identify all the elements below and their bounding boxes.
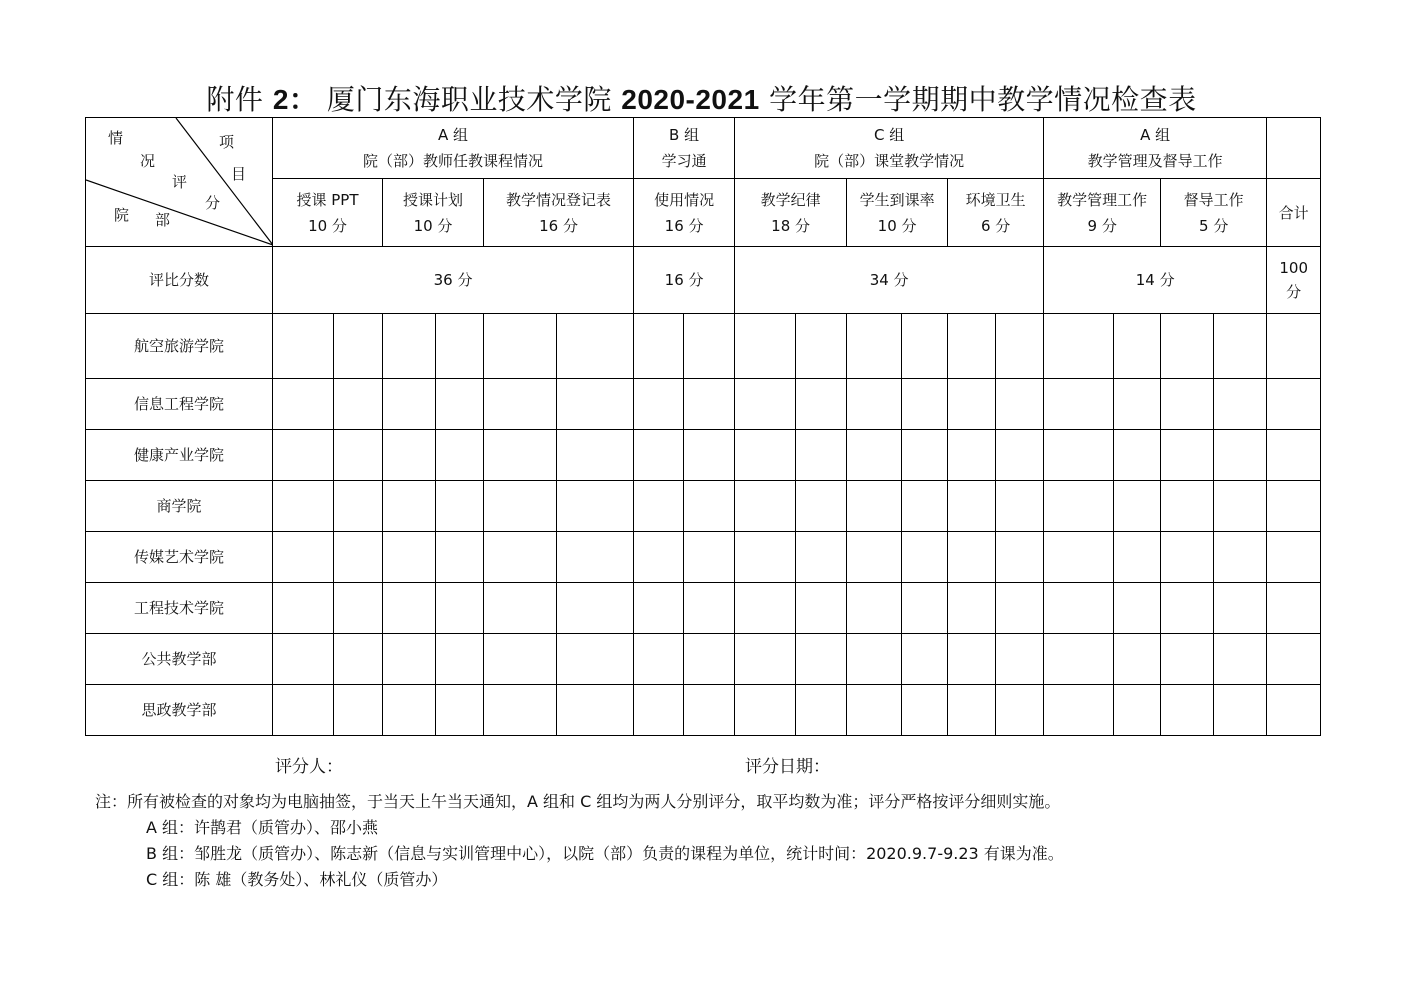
score-input-cell[interactable] (334, 583, 383, 634)
score-input-cell[interactable] (273, 430, 334, 481)
score-input-cell[interactable] (383, 481, 436, 532)
score-input-cell[interactable] (948, 379, 996, 430)
score-input-cell[interactable] (948, 685, 996, 736)
score-input-cell[interactable] (948, 481, 996, 532)
score-input-cell[interactable] (1114, 583, 1161, 634)
score-input-cell[interactable] (1044, 634, 1114, 685)
score-input-cell[interactable] (273, 379, 334, 430)
score-input-cell[interactable] (735, 379, 796, 430)
note-main: 注：所有被检查的对象均为电脑抽签，于当天上午当天通知，A 组和 C 组均为两人分别评分，取平均数为准；评分严格按评分细则实施。 (95, 792, 1061, 811)
score-input-cell[interactable] (436, 314, 484, 379)
scorer-label: 评分人： (275, 757, 343, 777)
score-input-cell[interactable] (1114, 481, 1161, 532)
department-name: 信息工程学院 (86, 379, 273, 430)
score-input-cell[interactable] (796, 430, 847, 481)
department-name: 传媒艺术学院 (86, 532, 273, 583)
score-input-cell[interactable] (557, 379, 634, 430)
score-input-cell[interactable] (996, 481, 1044, 532)
score-input-cell[interactable] (902, 532, 948, 583)
table-row (86, 634, 1321, 685)
score-input-cell[interactable] (634, 481, 684, 532)
score-input-cell[interactable] (273, 583, 334, 634)
score-input-cell[interactable] (684, 481, 735, 532)
score-input-cell[interactable] (484, 685, 557, 736)
item-name: 督导工作 (1183, 190, 1244, 209)
department-name: 公共教学部 (86, 634, 273, 685)
score-input-cell[interactable] (1161, 634, 1214, 685)
group-header (1044, 118, 1267, 179)
score-input-cell[interactable] (996, 430, 1044, 481)
item-name: 教学情况登记表 (506, 190, 612, 209)
note-group-a: A 组：许鹊君（质管办）、邵小燕 (146, 818, 379, 837)
score-input-cell[interactable] (436, 634, 484, 685)
score-input-cell[interactable] (634, 532, 684, 583)
score-input-cell[interactable] (1114, 314, 1161, 379)
score-input-cell[interactable] (847, 634, 902, 685)
score-group-c: 34 分 (735, 247, 1044, 314)
score-input-cell[interactable] (1214, 314, 1267, 379)
score-input-cell[interactable] (383, 634, 436, 685)
title-rest: 学年第一学期期中教学情况检查表 (769, 83, 1197, 116)
item-score: 5 分 (1199, 216, 1229, 235)
score-input-cell[interactable] (847, 685, 902, 736)
score-input-cell[interactable] (735, 685, 796, 736)
score-input-cell[interactable] (484, 532, 557, 583)
score-input-cell[interactable] (1044, 685, 1114, 736)
score-input-cell[interactable] (684, 532, 735, 583)
score-input-cell[interactable] (634, 634, 684, 685)
department-name: 思政教学部 (86, 685, 273, 736)
score-input-cell[interactable] (557, 685, 634, 736)
score-input-cell[interactable] (796, 314, 847, 379)
score-input-cell[interactable] (902, 481, 948, 532)
score-input-cell[interactable] (1267, 532, 1321, 583)
score-input-cell[interactable] (948, 314, 996, 379)
score-input-cell[interactable] (634, 583, 684, 634)
score-input-cell[interactable] (557, 481, 634, 532)
score-input-cell[interactable] (634, 430, 684, 481)
group-code: C 组 (874, 126, 905, 144)
table-row (86, 481, 1321, 532)
total-header: 合计 (1267, 179, 1321, 247)
item-name: 教学管理工作 (1057, 190, 1148, 209)
score-input-cell[interactable] (996, 314, 1044, 379)
score-input-cell[interactable] (847, 314, 902, 379)
score-total-text: 100 分 (1279, 259, 1308, 301)
score-input-cell[interactable] (996, 685, 1044, 736)
score-input-cell[interactable] (436, 685, 484, 736)
item-name: 学生到课率 (859, 190, 935, 209)
score-input-cell[interactable] (1214, 430, 1267, 481)
title-colon: ： (288, 84, 318, 115)
score-input-cell[interactable] (996, 532, 1044, 583)
score-input-cell[interactable] (334, 379, 383, 430)
score-input-cell[interactable] (1044, 583, 1114, 634)
score-input-cell[interactable] (948, 532, 996, 583)
corner-char: 部 (155, 211, 171, 229)
score-input-cell[interactable] (1161, 430, 1214, 481)
score-group-d: 14 分 (1044, 247, 1267, 314)
score-input-cell[interactable] (847, 481, 902, 532)
score-input-cell[interactable] (436, 430, 484, 481)
department-name: 工程技术学院 (86, 583, 273, 634)
title-year: 2020-2021 (621, 84, 760, 115)
item-header (383, 179, 484, 247)
item-score: 16 分 (664, 216, 704, 235)
score-input-cell[interactable] (484, 379, 557, 430)
blank-header-cell (1267, 118, 1321, 179)
item-score: 10 分 (877, 216, 917, 235)
score-input-cell[interactable] (1044, 532, 1114, 583)
score-input-cell[interactable] (684, 583, 735, 634)
score-input-cell[interactable] (1161, 314, 1214, 379)
item-name: 授课计划 (402, 190, 463, 209)
score-input-cell[interactable] (334, 634, 383, 685)
score-input-cell[interactable] (796, 379, 847, 430)
score-input-cell[interactable] (1114, 430, 1161, 481)
score-input-cell[interactable] (273, 634, 334, 685)
score-input-cell[interactable] (383, 532, 436, 583)
group-name: 院（部）教师任教课程情况 (363, 152, 544, 170)
score-input-cell[interactable] (383, 314, 436, 379)
table-row (86, 379, 1321, 430)
group-header (735, 118, 1044, 179)
note-group-c: C 组：陈 雄（教务处）、林礼仪（质管办） (146, 870, 448, 889)
score-input-cell[interactable] (902, 314, 948, 379)
item-score: 10 分 (308, 216, 347, 235)
group-code: A 组 (438, 126, 469, 144)
score-input-cell[interactable] (1044, 481, 1114, 532)
score-input-cell[interactable] (1214, 583, 1267, 634)
score-input-cell[interactable] (735, 532, 796, 583)
score-input-cell[interactable] (847, 379, 902, 430)
score-input-cell[interactable] (557, 430, 634, 481)
score-input-cell[interactable] (1114, 379, 1161, 430)
score-total (1267, 247, 1321, 314)
score-input-cell[interactable] (735, 430, 796, 481)
score-input-cell[interactable] (1214, 685, 1267, 736)
item-score: 9 分 (1087, 216, 1117, 235)
score-input-cell[interactable] (273, 314, 334, 379)
item-name: 环境卫生 (965, 190, 1026, 209)
score-input-cell[interactable] (684, 379, 735, 430)
score-input-cell[interactable] (484, 314, 557, 379)
group-code: A 组 (1140, 126, 1171, 144)
score-input-cell[interactable] (334, 314, 383, 379)
table-row (86, 430, 1321, 481)
score-group-b: 16 分 (634, 247, 735, 314)
score-input-cell[interactable] (557, 583, 634, 634)
score-input-cell[interactable] (484, 583, 557, 634)
corner-cell (86, 118, 273, 247)
score-input-cell[interactable] (1267, 685, 1321, 736)
score-input-cell[interactable] (1161, 379, 1214, 430)
score-input-cell[interactable] (684, 685, 735, 736)
score-input-cell[interactable] (383, 583, 436, 634)
item-score: 18 分 (771, 216, 811, 235)
score-input-cell[interactable] (684, 634, 735, 685)
item-header (847, 179, 948, 247)
score-input-cell[interactable] (1044, 379, 1114, 430)
department-name: 航空旅游学院 (86, 314, 273, 379)
score-input-cell[interactable] (1267, 634, 1321, 685)
item-header (948, 179, 1044, 247)
score-input-cell[interactable] (1267, 314, 1321, 379)
score-input-cell[interactable] (796, 634, 847, 685)
item-name: 教学纪律 (760, 190, 821, 209)
table-row (86, 532, 1321, 583)
group-name: 教学管理及督导工作 (1087, 152, 1223, 170)
group-header (634, 118, 735, 179)
score-input-cell[interactable] (436, 379, 484, 430)
score-input-cell[interactable] (948, 634, 996, 685)
score-input-cell[interactable] (796, 685, 847, 736)
group-name: 院（部）课堂教学情况 (814, 152, 965, 170)
score-input-cell[interactable] (1044, 430, 1114, 481)
score-input-cell[interactable] (557, 532, 634, 583)
score-input-cell[interactable] (902, 634, 948, 685)
score-input-cell[interactable] (796, 532, 847, 583)
group-name: 学习通 (661, 152, 707, 170)
score-input-cell[interactable] (436, 532, 484, 583)
score-input-cell[interactable] (847, 532, 902, 583)
score-input-cell[interactable] (383, 379, 436, 430)
item-header (735, 179, 847, 247)
score-input-cell[interactable] (735, 481, 796, 532)
group-code: B 组 (669, 126, 700, 144)
score-input-cell[interactable] (634, 379, 684, 430)
score-input-cell[interactable] (273, 481, 334, 532)
item-name: 使用情况 (654, 190, 715, 209)
score-input-cell[interactable] (334, 430, 383, 481)
score-input-cell[interactable] (484, 634, 557, 685)
item-header (273, 179, 383, 247)
corner-char: 院 (114, 206, 130, 224)
item-score: 16 分 (539, 216, 578, 235)
score-input-cell[interactable] (1214, 379, 1267, 430)
score-input-cell[interactable] (334, 481, 383, 532)
score-input-cell[interactable] (902, 430, 948, 481)
score-input-cell[interactable] (334, 685, 383, 736)
corner-char: 目 (231, 165, 247, 183)
date-label: 评分日期： (745, 757, 830, 777)
item-header (484, 179, 634, 247)
score-input-cell[interactable] (1267, 583, 1321, 634)
score-input-cell[interactable] (902, 583, 948, 634)
table-row (86, 314, 1321, 379)
score-input-cell[interactable] (273, 685, 334, 736)
score-input-cell[interactable] (948, 583, 996, 634)
score-input-cell[interactable] (383, 685, 436, 736)
item-score: 10 分 (413, 216, 453, 235)
score-input-cell[interactable] (796, 481, 847, 532)
title-prefix: 附件 (206, 83, 264, 116)
score-input-cell[interactable] (1267, 379, 1321, 430)
score-input-cell[interactable] (996, 583, 1044, 634)
corner-char: 分 (205, 194, 221, 212)
score-input-cell[interactable] (436, 481, 484, 532)
corner-char: 况 (140, 152, 156, 170)
score-input-cell[interactable] (1114, 532, 1161, 583)
score-input-cell[interactable] (684, 430, 735, 481)
score-input-cell[interactable] (902, 685, 948, 736)
score-input-cell[interactable] (1161, 685, 1214, 736)
department-name: 商学院 (86, 481, 273, 532)
score-input-cell[interactable] (484, 481, 557, 532)
score-input-cell[interactable] (1214, 532, 1267, 583)
score-input-cell[interactable] (948, 430, 996, 481)
title-number: 2 (272, 84, 289, 115)
score-input-cell[interactable] (684, 314, 735, 379)
item-header (1161, 179, 1267, 247)
score-input-cell[interactable] (383, 430, 436, 481)
score-input-cell[interactable] (1267, 481, 1321, 532)
score-input-cell[interactable] (1214, 481, 1267, 532)
item-header (1044, 179, 1161, 247)
score-input-cell[interactable] (847, 430, 902, 481)
table-row (86, 685, 1321, 736)
title-school: 厦门东海职业技术学院 (326, 83, 612, 116)
score-input-cell[interactable] (273, 532, 334, 583)
score-input-cell[interactable] (1267, 430, 1321, 481)
item-name: 授课 PPT (296, 190, 359, 209)
item-header (634, 179, 735, 247)
score-input-cell[interactable] (735, 634, 796, 685)
item-score: 6 分 (980, 216, 1011, 235)
score-input-cell[interactable] (634, 685, 684, 736)
score-group-a: 36 分 (273, 247, 634, 314)
group-header (273, 118, 634, 179)
page-title (0, 78, 1403, 118)
corner-char: 情 (108, 129, 124, 147)
score-input-cell[interactable] (1161, 481, 1214, 532)
score-input-cell[interactable] (436, 583, 484, 634)
score-input-cell[interactable] (1161, 583, 1214, 634)
score-input-cell[interactable] (1214, 634, 1267, 685)
score-input-cell[interactable] (996, 634, 1044, 685)
score-input-cell[interactable] (1044, 314, 1114, 379)
score-input-cell[interactable] (1161, 532, 1214, 583)
score-input-cell[interactable] (634, 314, 684, 379)
table-row (86, 583, 1321, 634)
score-input-cell[interactable] (902, 379, 948, 430)
corner-char: 项 (219, 133, 235, 151)
score-input-cell[interactable] (796, 583, 847, 634)
score-input-cell[interactable] (735, 583, 796, 634)
score-input-cell[interactable] (847, 583, 902, 634)
score-input-cell[interactable] (557, 314, 634, 379)
note-group-b: B 组：邹胜龙（质管办）、陈志新（信息与实训管理中心），以院（部）负责的课程为单位，统计时间：2020.9.7-9.23 有课为准。 (146, 844, 1064, 863)
score-input-cell[interactable] (1114, 685, 1161, 736)
score-input-cell[interactable] (557, 634, 634, 685)
score-input-cell[interactable] (484, 430, 557, 481)
score-input-cell[interactable] (334, 532, 383, 583)
department-name: 健康产业学院 (86, 430, 273, 481)
score-input-cell[interactable] (735, 314, 796, 379)
score-input-cell[interactable] (1114, 634, 1161, 685)
inspection-table (85, 117, 1321, 736)
score-row-label: 评比分数 (86, 247, 273, 314)
corner-char: 评 (172, 173, 188, 191)
score-input-cell[interactable] (996, 379, 1044, 430)
